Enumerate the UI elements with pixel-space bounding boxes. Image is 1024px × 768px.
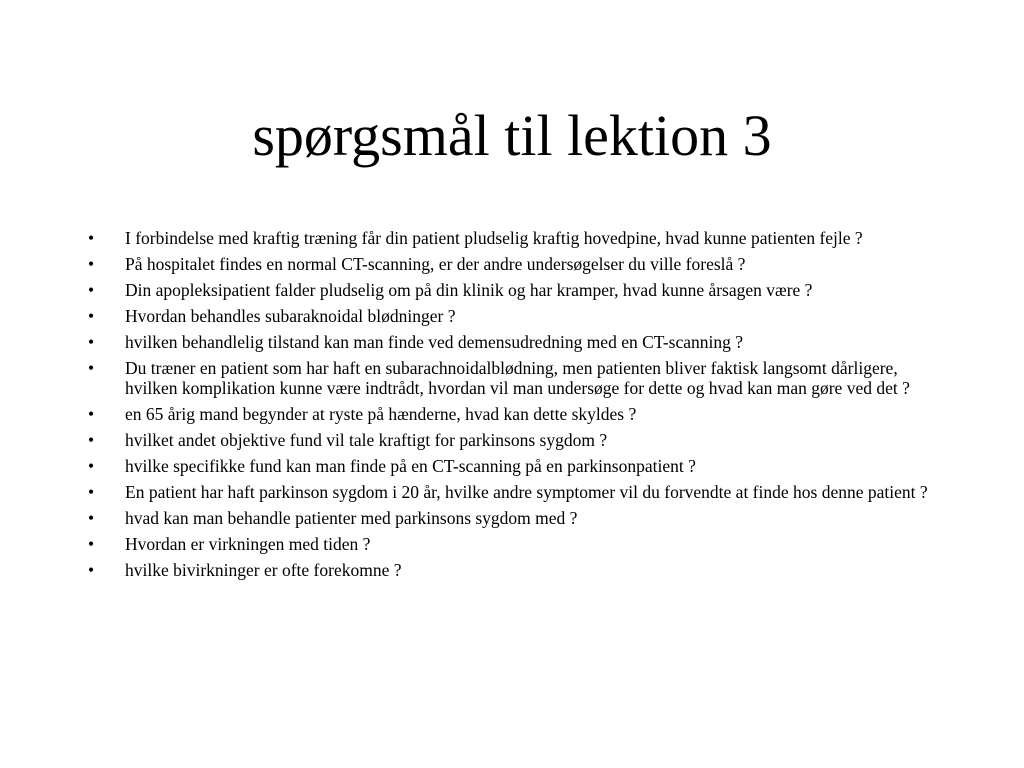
- bullet-icon: •: [88, 404, 95, 424]
- list-item-text: hvad kan man behandle patienter med parkinsons sygdom med ?: [125, 508, 578, 528]
- list-item-text: Hvordan er virkningen med tiden ?: [125, 534, 371, 554]
- list-item: [88, 254, 928, 274]
- list-item: [88, 358, 928, 398]
- list-item-text: hvilke bivirkninger er ofte forekomne ?: [125, 560, 402, 580]
- bullet-icon: •: [88, 280, 95, 300]
- list-item: [88, 228, 928, 248]
- question-list: [88, 228, 928, 586]
- slide-title: spørgsmål til lektion 3: [252, 103, 772, 168]
- list-item-text: hvilken behandlelig tilstand kan man finde ved demensudredning med en CT-scanning ?: [125, 332, 744, 352]
- bullet-icon: •: [88, 254, 95, 274]
- list-item-text: en 65 årig mand begynder at ryste på hænderne, hvad kan dette skyldes ?: [125, 404, 637, 424]
- list-item-text: Hvordan behandles subaraknoidal blødninger ?: [125, 306, 456, 326]
- list-item-text: hvilket andet objektive fund vil tale kraftigt for parkinsons sygdom ?: [125, 430, 608, 450]
- bullet-icon: •: [88, 430, 95, 450]
- list-item-text: I forbindelse med kraftig træning får din patient pludselig kraftig hovedpine, hvad kunne patienten fejle ?: [125, 228, 863, 248]
- bullet-icon: •: [88, 306, 95, 326]
- list-item: [88, 306, 928, 326]
- list-item-text: En patient har haft parkinson sygdom i 20 år, hvilke andre symptomer vil du forvendte at finde hos denne patient ?: [125, 482, 928, 502]
- list-item: [88, 534, 928, 554]
- bullet-icon: •: [88, 534, 95, 554]
- list-item: [88, 280, 928, 300]
- list-item: [88, 332, 928, 352]
- list-item: [88, 456, 928, 476]
- list-item-text: Din apopleksipatient falder pludselig om på din klinik og har kramper, hvad kunne årsagen være ?: [125, 280, 813, 300]
- list-item: [88, 430, 928, 450]
- list-item: [88, 482, 928, 502]
- list-item: [88, 508, 928, 528]
- bullet-icon: •: [88, 358, 95, 378]
- bullet-icon: •: [88, 228, 95, 248]
- list-item: [88, 560, 928, 580]
- bullet-icon: •: [88, 508, 95, 528]
- bullet-icon: •: [88, 456, 95, 476]
- list-item: [88, 404, 928, 424]
- list-item-text: På hospitalet findes en normal CT-scanning, er der andre undersøgelser du ville foreslå ?: [125, 254, 746, 274]
- bullet-icon: •: [88, 560, 95, 580]
- bullet-icon: •: [88, 482, 95, 502]
- list-item-text: hvilke specifikke fund kan man finde på en CT-scanning på en parkinsonpatient ?: [125, 456, 696, 476]
- bullet-icon: •: [88, 332, 95, 352]
- list-item-text: Du træner en patient som har haft en subarachnoidalblødning, men patienten bliver faktisk langsomt dårligere, hvilken komplikation kunne være indtrådt, hvordan vil man undersøge for dette og hvad kan man gøre ved det ?: [125, 358, 910, 398]
